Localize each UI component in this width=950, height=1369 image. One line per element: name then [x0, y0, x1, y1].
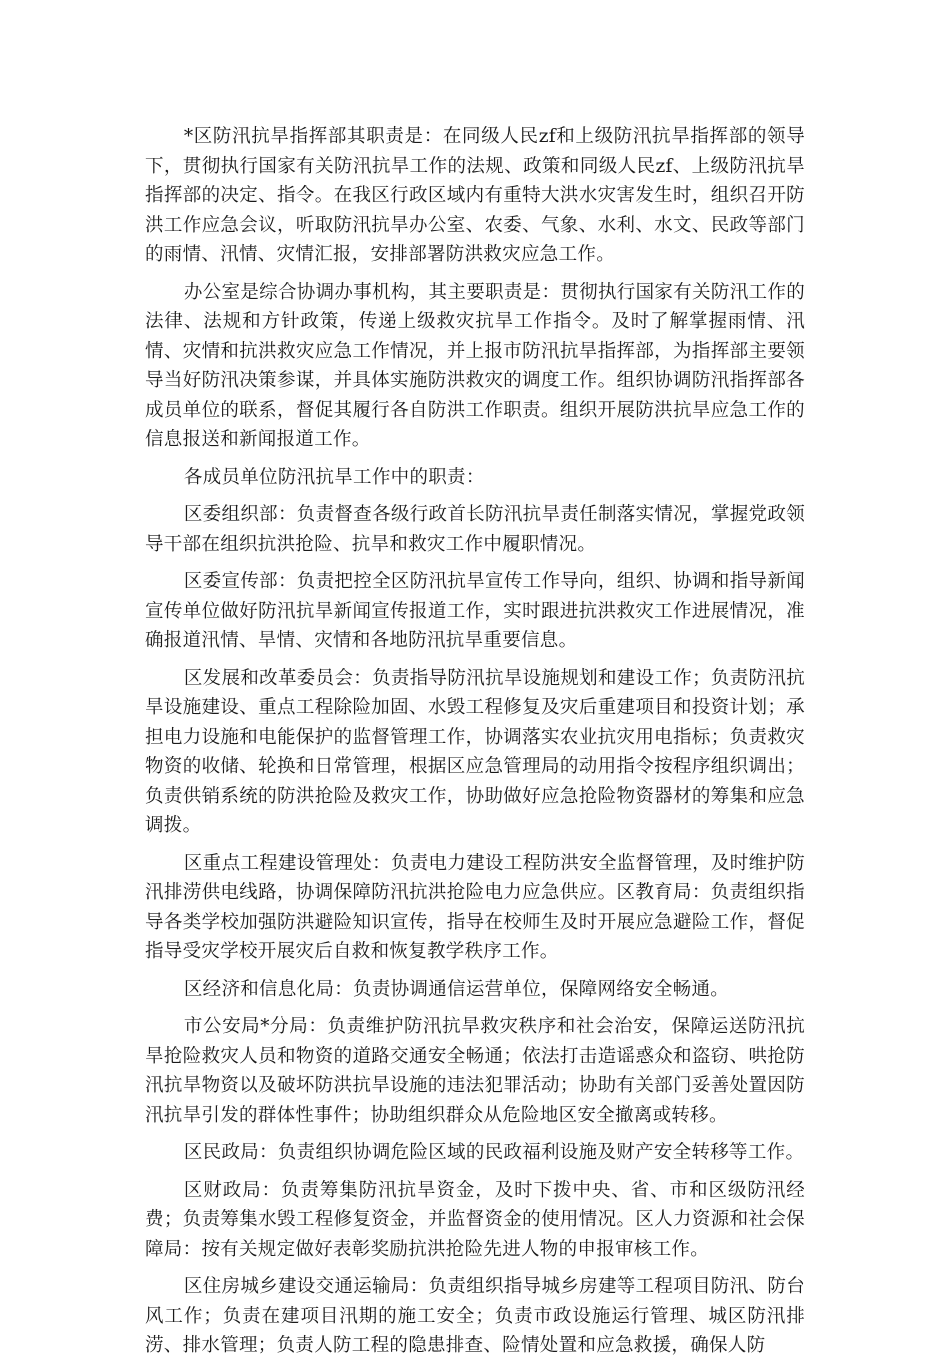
- paragraph-development-reform: 区发展和改革委员会：负责指导防汛抗旱设施规划和建设工作；负责防汛抗旱设施建设、重点工程除险加固、水毁工程修复及灾后重建项目和投资计划；承担电力设施和电能保护的监督管理工作，协调落实农业抗灾用电指标；负责救灾物资的收储、轮换和日常管理，根据区应急管理局的动用指令按程序组织调出；负责供销系统的防洪抢险及救灾工作，协助做好应急抢险物资器材的筹集和应急调拨。: [145, 667, 805, 836]
- paragraph-office-duties: 办公室是综合协调办事机构，其主要职责是：贯彻执行国家有关防汛工作的法律、法规和方针政策，传递上级救灾抗旱工作指令。及时了解掌握雨情、汛情、灾情和抗洪救灾应急工作情况，并上报市防汛抗旱指挥部，为指挥部主要领导当好防汛决策参谋，并具体实施防洪救灾的调度工作。组织协调防汛指挥部各成员单位的联系，督促其履行各自防洪工作职责。组织开展防洪抗旱应急工作的信息报送和新闻报道工作。: [145, 281, 805, 450]
- paragraph-finance-hr: 区财政局：负责筹集防汛抗旱资金，及时下拨中央、省、市和区级防汛经费；负责筹集水毁工程修复资金，并监督资金的使用情况。区人力资源和社会保障局：按有关规定做好表彰奖励抗洪抢险先进人物的申报审核工作。: [145, 1179, 805, 1260]
- paragraph-member-units-heading: 各成员单位防汛抗旱工作中的职责：: [183, 466, 485, 488]
- paragraph-housing-transport: 区住房城乡建设交通运输局：负责组织指导城乡房建等工程项目防汛、防台风工作；负责在建项目汛期的施工安全；负责市政设施运行管理、城区防汛排涝、排水管理；负责人防工程的隐患排查、险情处置和应急救援，确保人防: [145, 1276, 805, 1356]
- paragraph-organization-dept: 区委组织部：负责督查各级行政首长防汛抗旱责任制落实情况，掌握党政领导干部在组织抗洪抢险、抗旱和救灾工作中履职情况。: [145, 504, 805, 555]
- paragraph-key-projects-education: 区重点工程建设管理处：负责电力建设工程防洪安全监督管理，及时维护防汛排涝供电线路，协调保障防汛抗洪抢险电力应急供应。区教育局：负责组织指导各类学校加强防洪避险知识宣传，指导在校师生及时开展应急避险工作，督促指导受灾学校开展灾后自救和恢复教学秩序工作。: [145, 852, 805, 962]
- paragraph-district-hq-duties: *区防汛抗旱指挥部其职责是：在同级人民zf和上级防汛抗旱指挥部的领导下，贯彻执行国家有关防汛抗旱工作的法规、政策和同级人民zf、上级防汛抗旱指挥部的决定、指令。在我区行政区域内有重特大洪水灾害发生时，组织召开防洪工作应急会议，听取防汛抗旱办公室、农委、气象、水利、水文、民政等部门的雨情、汛情、灾情汇报，安排部署防洪救灾应急工作。: [145, 126, 805, 265]
- paragraph-publicity-dept: 区委宣传部：负责把控全区防汛抗旱宣传工作导向，组织、协调和指导新闻宣传单位做好防汛抗旱新闻宣传报道工作，实时跟进抗洪救灾工作进展情况，准确报道汛情、旱情、灾情和各地防汛抗旱重要信息。: [145, 571, 805, 651]
- document-body: [145, 122, 805, 1369]
- paragraph-civil-affairs: 区民政局：负责组织协调危险区域的民政福利设施及财产安全转移等工作。: [183, 1142, 805, 1163]
- paragraph-public-security: 市公安局*分局：负责维护防汛抗旱救灾秩序和社会治安，保障运送防汛抗旱抢险救灾人员和物资的道路交通安全畅通；依法打击造谣惑众和盗窃、哄抢防汛抗旱物资以及破坏防洪抗旱设施的违法犯罪活动；协助有关部门妥善处置因防汛抗旱引发的群体性事件；协助组织群众从危险地区安全撤离或转移。: [145, 1016, 805, 1126]
- paragraph-economy-it: 区经济和信息化局：负责协调通信运营单位，保障网络安全畅通。: [183, 978, 730, 1000]
